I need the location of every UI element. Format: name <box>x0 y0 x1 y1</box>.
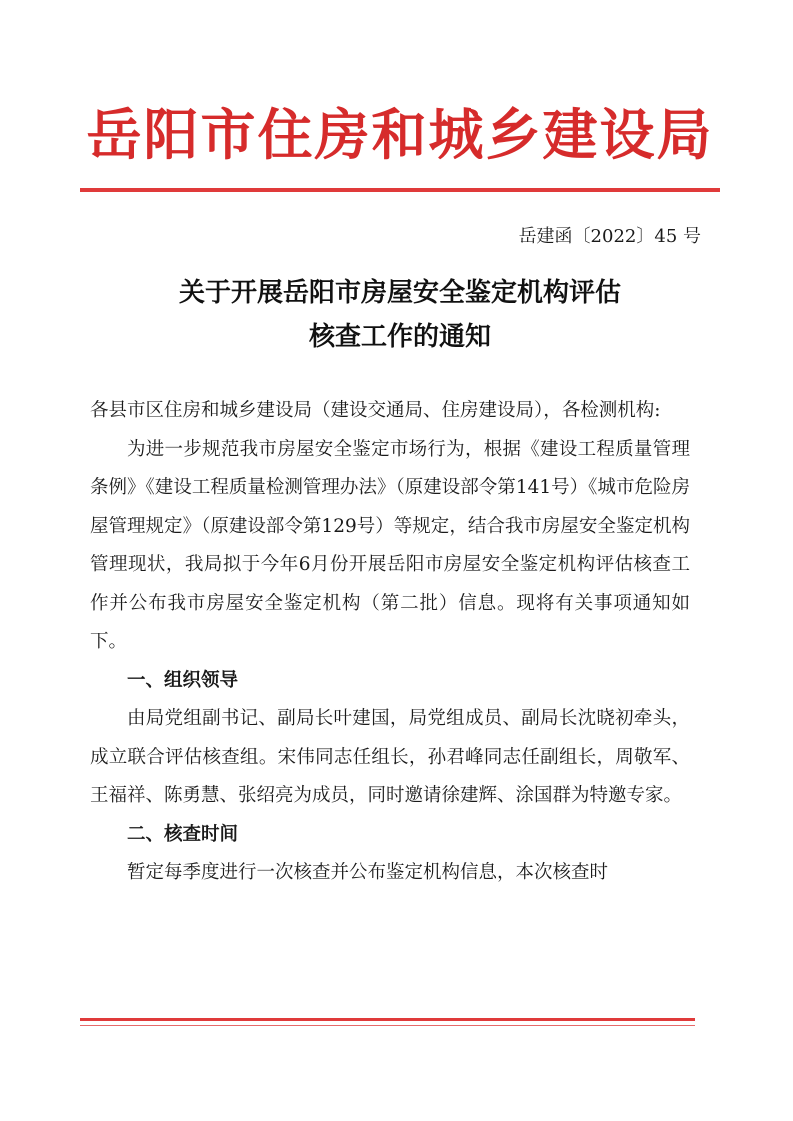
footer-rule-thin <box>80 1025 695 1026</box>
addressee-paragraph: 各县市区住房和城乡建设局（建设交通局、住房建设局），各检测机构: <box>90 400 661 421</box>
document-number: 岳建函〔2022〕45 号 <box>518 226 701 247</box>
document-title-line-1: 关于开展岳阳市房屋安全鉴定机构评估 <box>178 278 621 308</box>
agency-masthead: 岳阳市住房和城乡建设局 <box>86 102 714 167</box>
document-title-line-2: 核查工作的通知 <box>308 322 491 352</box>
footer-rule <box>80 1018 695 1021</box>
organization-paragraph: 由局党组副书记、副局长叶建国，局党组成员、副局长沈晓初牵头，成立联合评估核查组。宋伟同志任组长，孙君峰同志任副组长，周敬军、王福祥、陈勇慧、张绍亮为成员，同时邀请徐建辉、涂国群为特邀专家。 <box>90 708 690 806</box>
document-body <box>90 392 690 893</box>
intro-paragraph: 为进一步规范我市房屋安全鉴定市场行为，根据《建设工程质量管理条例》《建设工程质量检测管理办法》（原建设部令第141号）《城市危险房屋管理规定》（原建设部令第129号）等规定，结合我市房屋安全鉴定机构管理现状，我局拟于今年6月份开展岳阳市房屋安全鉴定机构评估核查工作并公布我市房屋安全鉴定机构（第二批）信息。现将有关事项通知如下。 <box>90 438 690 652</box>
section-heading-organization: 一、组织领导 <box>127 669 239 691</box>
masthead-rule <box>80 188 720 192</box>
schedule-paragraph: 暂定每季度进行一次核查并公布鉴定机构信息，本次核查时 <box>127 862 609 883</box>
section-heading-schedule: 二、核查时间 <box>127 823 239 845</box>
